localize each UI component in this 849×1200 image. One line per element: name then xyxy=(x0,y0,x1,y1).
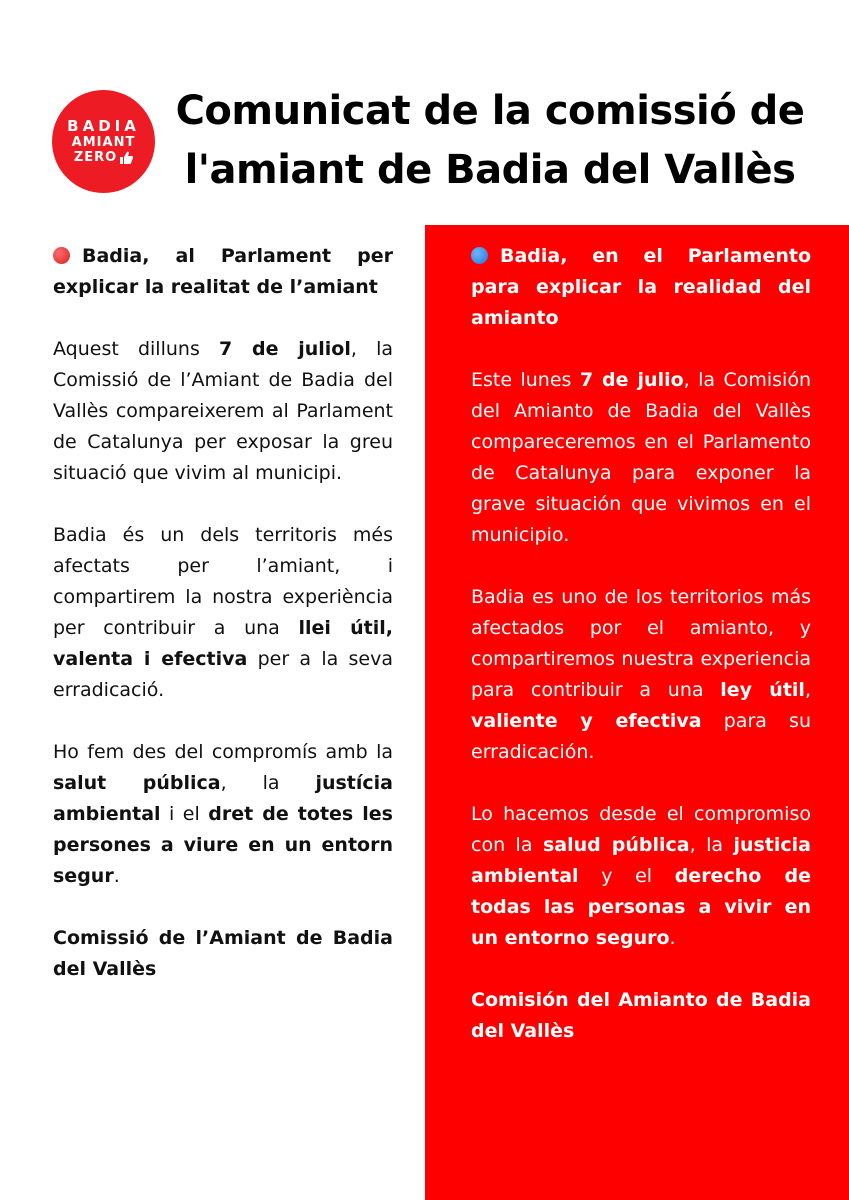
text: Badia es uno de los territorios más afectados por el amianto, y compartiremos nuestra experiencia para contribuir a una xyxy=(471,586,811,701)
text: per a la seva erradicació. xyxy=(53,648,393,701)
text: i el xyxy=(160,803,209,825)
spanish-signature: Comisión del Amianto de Badia del Vallès xyxy=(471,989,811,1042)
text: Badia és un dels territoris més afectats per l’amiant, i compartirem la nostra experiència per contribuir a una xyxy=(53,524,393,639)
bold-text: salut pública xyxy=(53,772,221,794)
logo-line-2: AMIANT xyxy=(71,135,136,150)
date-bold: 7 de julio xyxy=(579,369,684,391)
text: Este lunes xyxy=(471,369,580,391)
text: y el xyxy=(578,865,675,887)
catalan-paragraph-2 xyxy=(53,520,393,706)
title-line-2: l'amiant de Badia del Vallès xyxy=(184,147,796,193)
catalan-column xyxy=(53,241,393,1016)
date-bold: 7 de juliol xyxy=(219,338,351,360)
spanish-paragraph-3 xyxy=(471,799,811,954)
text: , la Comisión del Amianto de Badia del Vallès compareceremos en el Parlamento de Catalunya para exponer la grave situación que vivimos en el municipio. xyxy=(471,369,811,546)
bold-text: valiente y efectiva xyxy=(471,710,702,732)
thumbs-up-icon xyxy=(119,151,133,164)
text: , la Comissió de l’Amiant de Badia del Vallès compareixerem al Parlament de Catalunya per exposar la greu situació que vivim al municipi. xyxy=(53,338,393,484)
text: , la xyxy=(220,772,316,794)
bold-text: justícia ambiental xyxy=(53,772,393,825)
catalan-paragraph-1 xyxy=(53,334,393,489)
text: , xyxy=(804,679,811,701)
catalan-heading xyxy=(53,241,393,303)
badia-amiant-zero-logo xyxy=(52,90,155,193)
blue-circle-icon xyxy=(471,247,488,264)
red-circle-icon xyxy=(53,247,70,264)
bold-text: salud pública xyxy=(542,834,690,856)
text: Ho fem des del compromís amb la xyxy=(53,741,393,763)
spanish-heading-text: Badia, en el Parlamento para explicar la realidad del amianto xyxy=(471,245,811,329)
text: . xyxy=(113,865,120,887)
bold-text: dret de totes les persones a viure en un entorn segur xyxy=(53,803,393,887)
text: Lo hacemos desde el compromiso con la xyxy=(471,803,811,856)
catalan-paragraph-3 xyxy=(53,737,393,892)
bold-text: justicia ambiental xyxy=(471,834,811,887)
spanish-heading xyxy=(471,241,811,334)
spanish-paragraph-1 xyxy=(471,365,811,551)
title-line-1: Comunicat de la comissió de xyxy=(175,88,805,134)
bold-text: ley útil xyxy=(720,679,805,701)
logo-line-3-text: ZERO xyxy=(73,150,118,165)
bold-text: derecho de todas las personas a vivir en un entorno seguro xyxy=(471,865,811,949)
page-title xyxy=(160,82,820,200)
logo-line-1: BADIA xyxy=(67,117,140,135)
text: . xyxy=(669,927,676,949)
catalan-heading-text: Badia, al Parlament per explicar la realitat de l’amiant xyxy=(53,245,393,298)
spanish-paragraph-2 xyxy=(471,582,811,768)
spanish-column xyxy=(471,241,811,1078)
text: Aquest dilluns xyxy=(53,338,220,360)
catalan-signature: Comissió de l’Amiant de Badia del Vallès xyxy=(53,927,393,980)
logo-line-3 xyxy=(74,151,133,164)
text: , la xyxy=(689,834,734,856)
bold-text: llei útil, valenta i efectiva xyxy=(53,617,393,670)
text: para su erradicación. xyxy=(471,710,811,763)
